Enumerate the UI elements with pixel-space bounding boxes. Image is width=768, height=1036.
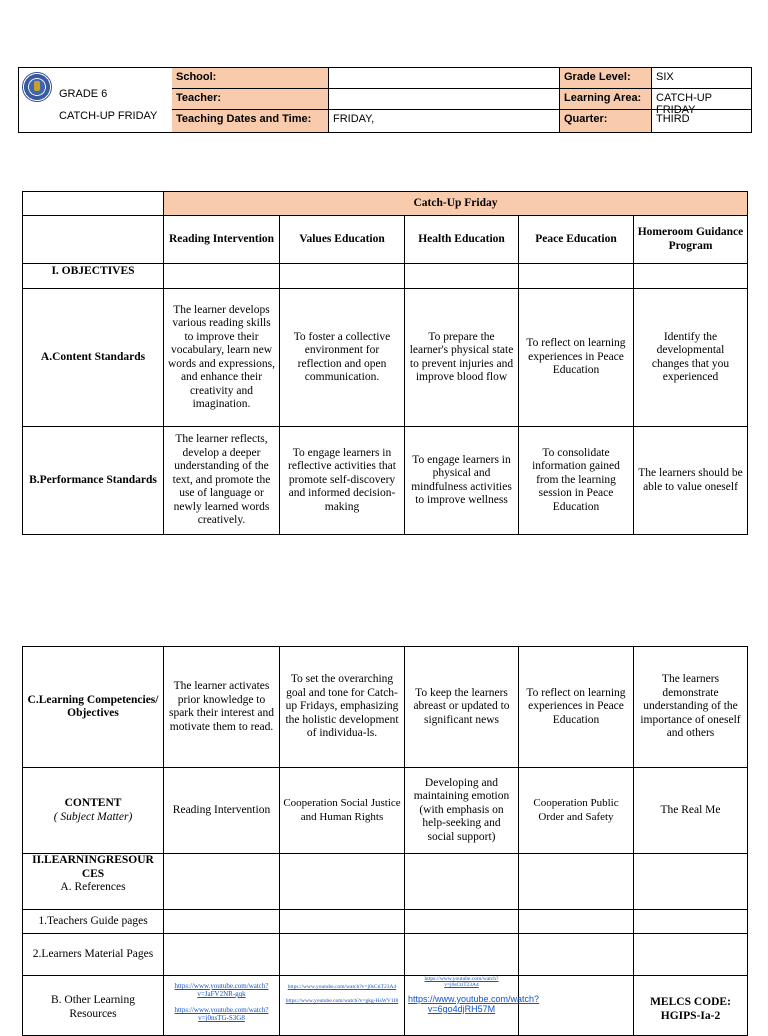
competencies-label: C.Learning Competencies/ Objectives [23,647,164,768]
competencies-homeroom: The learners demonstrate understanding of the importance of oneself and others [634,647,748,768]
table-cell [164,910,280,934]
other-resources-reading [164,976,280,1036]
content-standards-values: To foster a collective environment for reflection and open communication. [280,289,405,427]
col-header-reading: Reading Intervention [164,216,280,264]
col-header-values: Values Education [280,216,405,264]
content-values: Cooperation Social Justice and Human Rights [280,768,405,854]
competencies-table [22,646,748,1036]
table-cell [405,854,519,910]
learning-area-label: Learning Area: [560,89,652,110]
competencies-health: To keep the learners abreast or updated to significant news [405,647,519,768]
catch-up-title: CATCH-UP FRIDAY [59,110,158,122]
content-standards-homeroom: Identify the developmental changes that you experienced [634,289,748,427]
col-header-homeroom: Homeroom Guidance Program [634,216,748,264]
table-cell [519,854,634,910]
table-cell [280,264,405,289]
table-cell [280,910,405,934]
col-header-peace: Peace Education [519,216,634,264]
youtube-link[interactable]: https://www.youtube.com/watch?v=JaFV2NR-gqk [174,982,269,998]
table-cell [164,854,280,910]
other-resources-health [405,976,540,1036]
table-cell [164,934,280,976]
content-reading: Reading Intervention [164,768,280,854]
content-standards-label: A.Content Standards [23,289,164,427]
school-label: School: [172,68,329,89]
learning-resources-label: II.LEARNINGRESOUR CES [32,854,154,880]
competencies-values: To set the overarching goal and tone for Catch-up Fridays, emphasizing the holistic development of individua-ls. [280,647,405,768]
table-cell [519,910,634,934]
content-health: Developing and maintaining emotion (with emphasis on help-seeking and social support) [405,768,519,854]
table-cell [519,976,634,1036]
teaching-dates-field[interactable]: FRIDAY, [329,110,560,132]
table-cell [634,910,748,934]
other-resources-label: B. Other Learning Resources [23,976,164,1036]
subject-matter-label: ( Subject Matter) [53,810,133,823]
grade-title: GRADE 6 [59,88,108,100]
header-info-table [18,67,752,133]
table-cell [634,934,748,976]
performance-standards-values: To engage learners in reflective activities that promote self-discovery and informed decision-making [280,427,405,535]
youtube-link[interactable]: https://www.youtube.com/watch?v=6go4djRH57M [408,994,540,1014]
youtube-link[interactable]: https://www.youtube.com/watch?v=j0sCtiT23A4 [287,984,397,990]
melcs-label: MELCS CODE: [650,996,731,1008]
teaching-dates-label: Teaching Dates and Time: [172,110,329,132]
learning-area-value: CATCH-UP FRIDAY [652,89,751,110]
melcs-code: HGIPS-Ia-2 [660,1009,721,1022]
performance-standards-homeroom: The learners should be able to value oneself [634,427,748,535]
table-cell [405,934,519,976]
table-cell [280,854,405,910]
quarter-value: THIRD [656,113,690,125]
catch-up-banner: Catch-Up Friday [164,192,748,216]
table-cell [164,264,280,289]
table-cell [634,264,748,289]
youtube-link[interactable]: https://www.youtube.com/watch?v=gkg-HsWV1I8 [285,998,399,1004]
table-cell [405,264,519,289]
performance-standards-health: To engage learners in physical and mindfulness activities to improve wellness [405,427,519,535]
references-label: A. References [60,881,126,893]
content-standards-peace: To reflect on learning experiences in Peace Education [519,289,634,427]
quarter-label: Quarter: [560,110,652,132]
school-field[interactable] [329,68,560,89]
content-peace: Cooperation Public Order and Safety [519,768,634,854]
youtube-link[interactable]: https://www.youtube.com/watch?v=j0nsTG-S3G8 [174,1006,269,1022]
blank-cell [23,216,164,264]
table-cell [519,934,634,976]
competencies-reading: The learner activates prior knowledge to spark their interest and motivate them to read. [164,647,280,768]
content-homeroom: The Real Me [634,768,748,854]
resources-label-cell [23,854,164,910]
deped-seal-icon [22,72,52,102]
content-standards-reading: The learner develops various reading skills to improve their vocabulary, learn new words and expressions, and enhance their creativity and imagination. [164,289,280,427]
teacher-field[interactable] [329,89,560,110]
objectives-label: I. OBJECTIVES [23,264,164,289]
performance-standards-reading: The learner reflects, develop a deeper understanding of the text, and promote the use of language or newly learned words creatively. [164,427,280,535]
logo-cell [19,68,173,132]
corner-cell [23,192,164,216]
performance-standards-peace: To consolidate information gained from the learning session in Peace Education [519,427,634,535]
youtube-link[interactable]: https://www.youtube.com/watch?v=j0sCtiT23A4 [424,976,499,988]
other-resources-values [280,976,405,1036]
melcs-cell [634,976,748,1036]
competencies-peace: To reflect on learning experiences in Peace Education [519,647,634,768]
performance-standards-label: B.Performance Standards [23,427,164,535]
teachers-guide-label: 1.Teachers Guide pages [23,910,164,934]
teacher-label: Teacher: [172,89,329,110]
grade-level-value: SIX [652,68,751,89]
content-standards-health: To prepare the learner's physical state to prevent injuries and improve blood flow [405,289,519,427]
content-label: CONTENT [64,797,122,809]
table-cell [280,934,405,976]
grade-level-label: Grade Level: [560,68,652,89]
col-header-health: Health Education [405,216,519,264]
content-label-cell [23,768,164,854]
learners-material-label: 2.Learners Material Pages [23,934,164,976]
table-cell [634,854,748,910]
table-cell [405,910,519,934]
objectives-table [22,191,748,535]
table-cell [519,264,634,289]
